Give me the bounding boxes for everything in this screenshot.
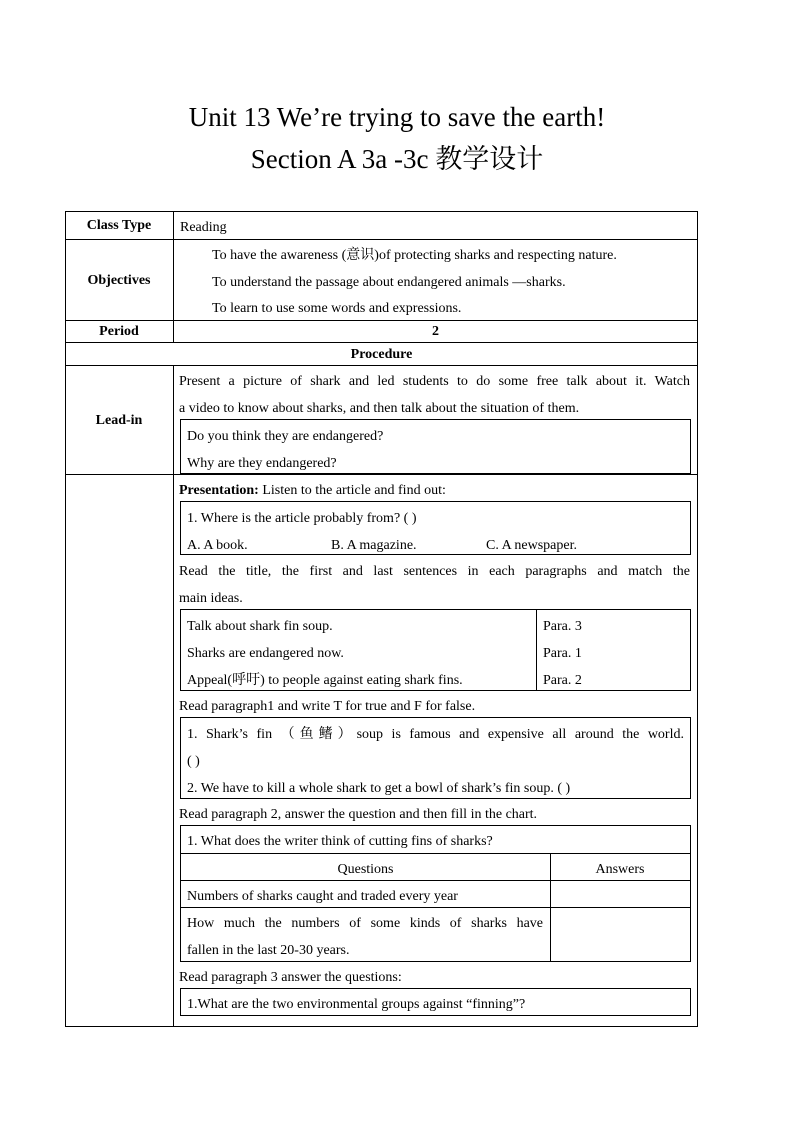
chart-header-questions: Questions — [337, 862, 394, 877]
lead-in-question-box — [180, 419, 691, 474]
main-idea: Appeal(呼吁) to people against eating shark fins. — [187, 673, 463, 688]
lead-in-label: Lead-in — [95, 413, 143, 428]
match-table — [180, 609, 691, 691]
paragraph-ref: Para. 3 — [543, 619, 582, 634]
lead-in-text: Present a picture of shark and led students to do some free talk about it. Watch — [179, 374, 690, 389]
objective-item: To learn to use some words and expressions. — [212, 301, 462, 316]
presentation-label: Presentation: — [179, 483, 259, 498]
paragraph2-question: 1. What does the writer think of cutting fins of sharks? — [187, 834, 493, 849]
paragraph-ref: Para. 1 — [543, 646, 582, 661]
document-subtitle: Section A 3a -3c 教学设计 — [250, 144, 544, 174]
chart-question: How much the numbers of some kinds of sharks have — [187, 916, 543, 931]
match-instruction: main ideas. — [179, 591, 243, 606]
class-type-label: Class Type — [86, 218, 152, 233]
paragraph3-question-box — [180, 988, 691, 1016]
chart-question: Numbers of sharks caught and traded every year — [187, 889, 458, 904]
main-idea: Talk about shark fin soup. — [187, 619, 333, 634]
document-title: Unit 13 We’re trying to save the earth! — [188, 102, 606, 132]
chart-header-answers: Answers — [595, 862, 645, 877]
true-false-instruction: Read paragraph1 and write T for true and F for false. — [179, 699, 476, 714]
main-idea: Sharks are endangered now. — [187, 646, 344, 661]
procedure-heading: Procedure — [350, 347, 413, 362]
chart-question: fallen in the last 20-30 years. — [187, 943, 350, 958]
option-c: C. A newspaper. — [486, 538, 577, 553]
match-instruction: Read the title, the first and last sentences in each paragraphs and match the — [179, 564, 690, 579]
answer-blank: ( ) — [187, 754, 200, 769]
period-value: 2 — [432, 324, 439, 339]
period-label: Period — [99, 324, 139, 339]
lead-in-text: a video to know about sharks, and then talk about the situation of them. — [179, 401, 580, 416]
true-false-box — [180, 717, 691, 799]
lead-in-question: Why are they endangered? — [187, 456, 337, 471]
class-type-value: Reading — [180, 220, 227, 235]
objective-item: To have the awareness (意识)of protecting sharks and respecting nature. — [212, 248, 617, 263]
lead-in-question: Do you think they are endangered? — [187, 429, 384, 444]
objectives-label: Objectives — [87, 273, 151, 288]
objective-item: To understand the passage about endangered animals —sharks. — [212, 275, 566, 290]
source-question-box — [180, 501, 691, 555]
paragraph2-chart — [180, 825, 691, 962]
option-a: A. A book. — [187, 538, 248, 553]
paragraph2-instruction: Read paragraph 2, answer the question and then fill in the chart. — [179, 807, 538, 822]
true-false-statement: 2. We have to kill a whole shark to get a bowl of shark’s fin soup. ( ) — [187, 781, 571, 796]
paragraph-ref: Para. 2 — [543, 673, 582, 688]
presentation-instruction: Listen to the article and find out: — [262, 483, 446, 498]
paragraph3-instruction: Read paragraph 3 answer the questions: — [179, 970, 402, 985]
source-question: 1. Where is the article probably from? ( ) — [187, 511, 417, 526]
paragraph3-question: 1.What are the two environmental groups against “finning”? — [187, 997, 526, 1012]
option-b: B. A magazine. — [331, 538, 417, 553]
true-false-statement: 1. Shark’s fin （鱼鳍）soup is famous and expensive all around the world. — [187, 727, 684, 742]
presentation-intro — [179, 482, 446, 500]
lesson-plan-table — [65, 211, 698, 1027]
